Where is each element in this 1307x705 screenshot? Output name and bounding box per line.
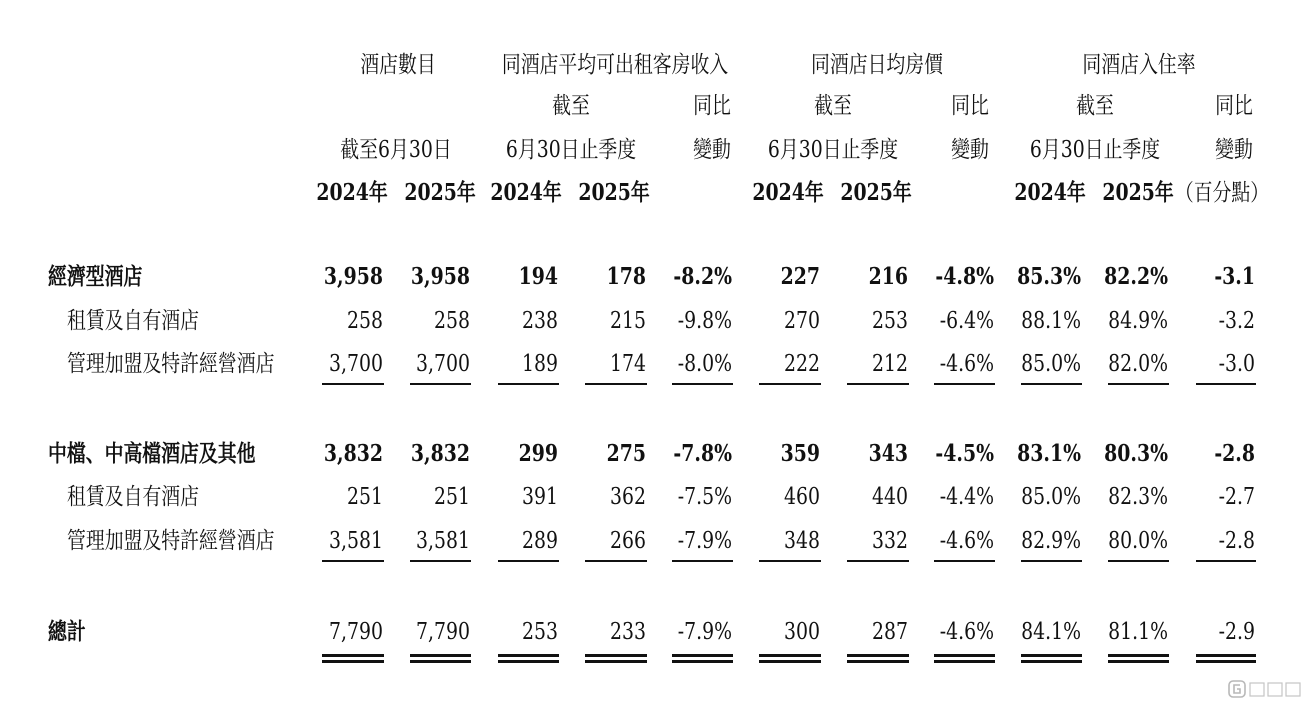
row-label: 總計 bbox=[48, 618, 86, 645]
header-revpar-as-of: 截至 bbox=[552, 93, 590, 119]
total-double-underline bbox=[1196, 660, 1256, 663]
table-cell: -4.8% bbox=[935, 263, 994, 290]
table-cell: -3.2 bbox=[1218, 308, 1255, 334]
total-double-underline bbox=[585, 654, 647, 657]
table-cell: -4.6% bbox=[939, 619, 994, 645]
header-year-2024-occ: 2024年 bbox=[1014, 179, 1086, 206]
table-cell: -4.5% bbox=[935, 440, 994, 467]
total-double-underline bbox=[1108, 654, 1169, 657]
subtotal-underline bbox=[1021, 560, 1082, 562]
header-year-2025-adr: 2025年 bbox=[840, 179, 912, 206]
table-cell: 258 bbox=[346, 308, 383, 334]
table-cell: 3,958 bbox=[410, 263, 470, 290]
subtotal-underline bbox=[759, 560, 821, 562]
subtotal-underline bbox=[934, 560, 995, 562]
table-cell: -4.4% bbox=[939, 484, 994, 510]
subtotal-underline bbox=[322, 383, 384, 385]
subtotal-underline bbox=[1108, 383, 1169, 385]
header-revpar-quarter: 6月30日止季度 bbox=[505, 137, 637, 163]
header-hotel-count: 酒店數目 bbox=[360, 52, 436, 78]
table-cell: 85.0% bbox=[1021, 484, 1081, 510]
table-cell: 80.3% bbox=[1104, 440, 1168, 467]
table-cell: 233 bbox=[609, 619, 646, 645]
subtotal-underline bbox=[934, 383, 995, 385]
subtotal-underline bbox=[410, 560, 471, 562]
watermark-logo bbox=[1228, 679, 1302, 699]
table-cell: 289 bbox=[521, 528, 558, 554]
header-adr-as-of: 截至 bbox=[814, 93, 852, 119]
header-year-2024-revpar: 2024年 bbox=[490, 179, 562, 206]
header-year-2025-hotels: 2025年 bbox=[404, 179, 476, 206]
total-double-underline bbox=[934, 660, 995, 663]
header-year-2025-occ: 2025年 bbox=[1102, 179, 1174, 206]
total-double-underline bbox=[585, 660, 647, 663]
total-double-underline bbox=[498, 660, 559, 663]
header-adr-yoy-1: 同比 bbox=[951, 93, 989, 119]
table-cell: 440 bbox=[871, 484, 908, 510]
table-cell: 82.3% bbox=[1108, 484, 1168, 510]
subtotal-underline bbox=[585, 383, 647, 385]
table-cell: 174 bbox=[609, 351, 646, 377]
header-year-2024-hotels: 2024年 bbox=[316, 179, 388, 206]
subtotal-underline bbox=[847, 383, 909, 385]
table-cell: 253 bbox=[521, 619, 558, 645]
table-cell: 3,700 bbox=[415, 351, 470, 377]
subtotal-underline bbox=[498, 383, 559, 385]
table-cell: 81.1% bbox=[1108, 619, 1168, 645]
table-cell: 3,581 bbox=[328, 528, 383, 554]
table-cell: 212 bbox=[871, 351, 908, 377]
row-label: 租賃及自有酒店 bbox=[67, 484, 200, 510]
header-occupancy: 同酒店入住率 bbox=[1082, 52, 1196, 78]
table-cell: 227 bbox=[780, 263, 820, 290]
table-cell: 83.1% bbox=[1017, 440, 1081, 467]
table-cell: 3,958 bbox=[323, 263, 383, 290]
header-year-2025-revpar: 2025年 bbox=[578, 179, 650, 206]
row-label: 租賃及自有酒店 bbox=[67, 308, 200, 334]
table-cell: 253 bbox=[871, 308, 908, 334]
table-cell: -7.9% bbox=[677, 619, 732, 645]
total-double-underline bbox=[1108, 660, 1169, 663]
table-cell: 3,581 bbox=[415, 528, 470, 554]
table-cell: 194 bbox=[518, 263, 558, 290]
table-cell: 287 bbox=[871, 619, 908, 645]
header-occ-yoy-unit: （百分點） bbox=[1174, 180, 1270, 206]
total-double-underline bbox=[759, 654, 821, 657]
subtotal-underline bbox=[672, 560, 733, 562]
header-occ-as-of: 截至 bbox=[1076, 93, 1114, 119]
table-cell: 222 bbox=[783, 351, 820, 377]
table-cell: 88.1% bbox=[1021, 308, 1081, 334]
row-label: 管理加盟及特許經營酒店 bbox=[67, 351, 275, 377]
table-cell: 7,790 bbox=[415, 619, 470, 645]
subtotal-underline bbox=[1196, 383, 1256, 385]
row-label: 經濟型酒店 bbox=[48, 263, 143, 290]
table-cell: 238 bbox=[521, 308, 558, 334]
table-cell: 3,700 bbox=[328, 351, 383, 377]
header-adr-quarter: 6月30日止季度 bbox=[767, 137, 899, 163]
table-cell: -7.8% bbox=[673, 440, 732, 467]
total-double-underline bbox=[1021, 660, 1082, 663]
subtotal-underline bbox=[847, 560, 909, 562]
table-cell: -2.8 bbox=[1218, 528, 1255, 554]
table-cell: -4.6% bbox=[939, 528, 994, 554]
table-cell: -4.6% bbox=[939, 351, 994, 377]
table-cell: 266 bbox=[609, 528, 646, 554]
header-revpar-yoy-1: 同比 bbox=[693, 93, 731, 119]
table-cell: -8.0% bbox=[677, 351, 732, 377]
table-cell: 343 bbox=[868, 440, 908, 467]
header-occ-yoy-1: 同比 bbox=[1215, 93, 1253, 119]
table-cell: -9.8% bbox=[677, 308, 732, 334]
table-cell: 362 bbox=[609, 484, 646, 510]
table-cell: 258 bbox=[433, 308, 470, 334]
table-cell: 215 bbox=[609, 308, 646, 334]
table-cell: 275 bbox=[606, 440, 646, 467]
table-cell: 300 bbox=[783, 619, 820, 645]
table-cell: 299 bbox=[518, 440, 558, 467]
table-cell: 189 bbox=[521, 351, 558, 377]
total-double-underline bbox=[934, 654, 995, 657]
subtotal-underline bbox=[410, 383, 471, 385]
row-label: 管理加盟及特許經營酒店 bbox=[67, 528, 275, 554]
table-cell: 82.2% bbox=[1104, 263, 1168, 290]
table-cell: 84.9% bbox=[1108, 308, 1168, 334]
table-cell: 391 bbox=[521, 484, 558, 510]
table-cell: 348 bbox=[783, 528, 820, 554]
table-cell: -7.5% bbox=[677, 484, 732, 510]
subtotal-underline bbox=[498, 560, 559, 562]
table-cell: 7,790 bbox=[328, 619, 383, 645]
table-cell: 251 bbox=[346, 484, 383, 510]
total-double-underline bbox=[759, 660, 821, 663]
header-revpar-yoy-2: 變動 bbox=[693, 137, 731, 163]
total-double-underline bbox=[322, 660, 384, 663]
subtotal-underline bbox=[672, 383, 733, 385]
header-hotel-as-of: 截至6月30日 bbox=[340, 137, 452, 163]
table-cell: 216 bbox=[868, 263, 908, 290]
header-revpar: 同酒店平均可出租客房收入 bbox=[501, 52, 729, 78]
subtotal-underline bbox=[322, 560, 384, 562]
table-cell: -8.2% bbox=[673, 263, 732, 290]
total-double-underline bbox=[410, 654, 471, 657]
subtotal-underline bbox=[585, 560, 647, 562]
header-year-2024-adr: 2024年 bbox=[752, 179, 824, 206]
table-cell: 80.0% bbox=[1108, 528, 1168, 554]
table-cell: -7.9% bbox=[677, 528, 732, 554]
table-cell: 3,832 bbox=[410, 440, 470, 467]
table-cell: 178 bbox=[606, 263, 646, 290]
total-double-underline bbox=[672, 660, 733, 663]
table-cell: 82.0% bbox=[1108, 351, 1168, 377]
table-cell: -3.1 bbox=[1214, 263, 1255, 290]
table-cell: -3.0 bbox=[1218, 351, 1255, 377]
table-cell: 251 bbox=[433, 484, 470, 510]
header-occ-quarter: 6月30日止季度 bbox=[1029, 137, 1161, 163]
header-adr-yoy-2: 變動 bbox=[951, 137, 989, 163]
total-double-underline bbox=[498, 654, 559, 657]
subtotal-underline bbox=[1021, 383, 1082, 385]
total-double-underline bbox=[847, 654, 909, 657]
table-cell: 85.0% bbox=[1021, 351, 1081, 377]
header-occ-yoy-2: 變動 bbox=[1215, 137, 1253, 163]
subtotal-underline bbox=[1196, 560, 1256, 562]
total-double-underline bbox=[322, 654, 384, 657]
row-label: 中檔、中高檔酒店及其他 bbox=[48, 440, 256, 467]
total-double-underline bbox=[847, 660, 909, 663]
total-double-underline bbox=[1021, 654, 1082, 657]
table-cell: -2.8 bbox=[1214, 440, 1255, 467]
header-adr: 同酒店日均房價 bbox=[810, 52, 944, 78]
table-cell: 84.1% bbox=[1021, 619, 1081, 645]
subtotal-underline bbox=[759, 383, 821, 385]
table-cell: 332 bbox=[871, 528, 908, 554]
table-cell: 270 bbox=[783, 308, 820, 334]
total-double-underline bbox=[410, 660, 471, 663]
table-cell: -2.9 bbox=[1218, 619, 1255, 645]
table-cell: 460 bbox=[783, 484, 820, 510]
total-double-underline bbox=[672, 654, 733, 657]
subtotal-underline bbox=[1108, 560, 1169, 562]
table-cell: 85.3% bbox=[1017, 263, 1081, 290]
table-cell: -2.7 bbox=[1218, 484, 1255, 510]
table-cell: 3,832 bbox=[323, 440, 383, 467]
total-double-underline bbox=[1196, 654, 1256, 657]
table-cell: 359 bbox=[780, 440, 820, 467]
table-cell: -6.4% bbox=[939, 308, 994, 334]
table-cell: 82.9% bbox=[1021, 528, 1081, 554]
